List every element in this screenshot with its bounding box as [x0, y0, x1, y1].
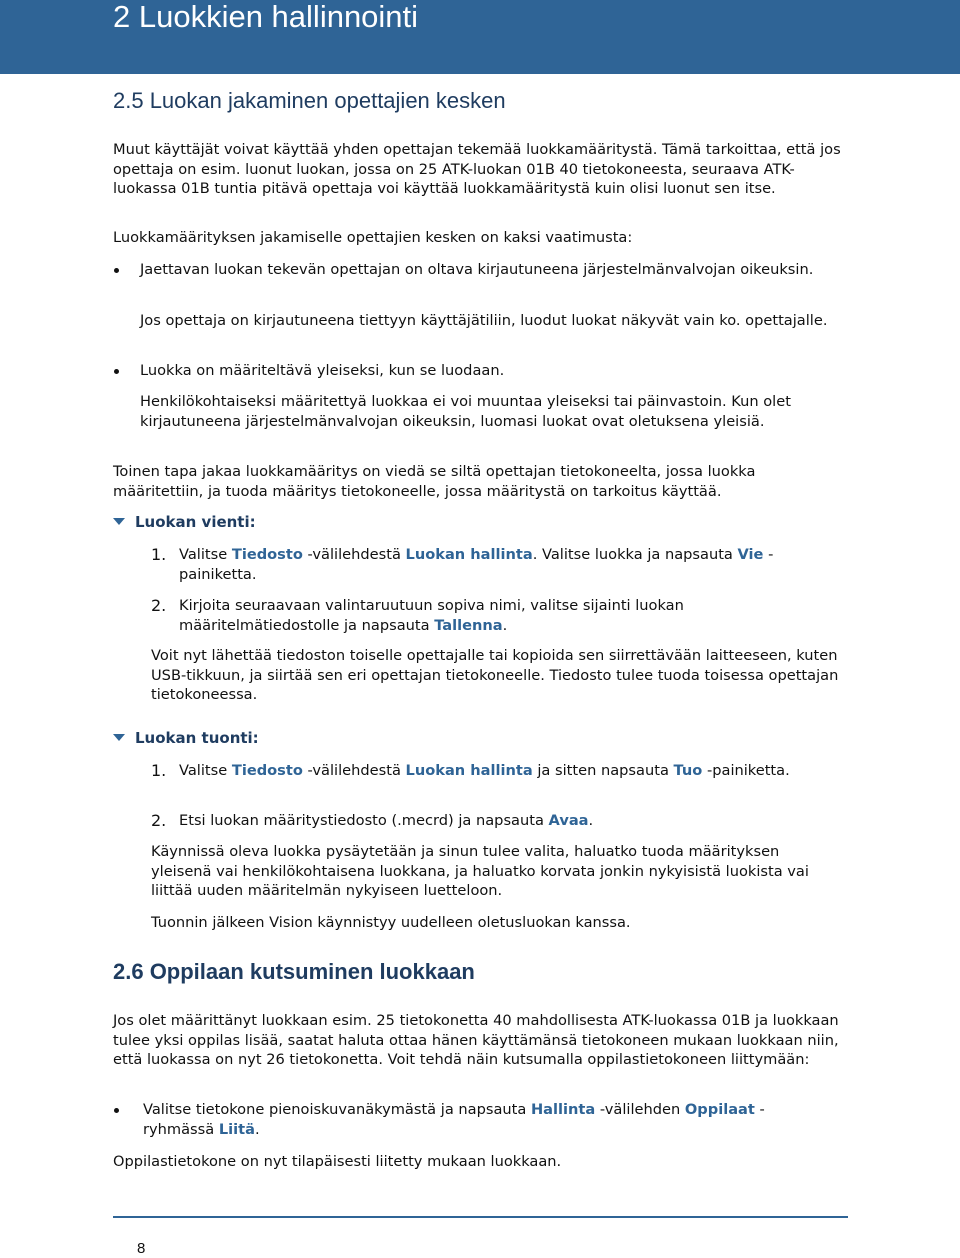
dropdown-heading-label: Luokan vienti:	[135, 513, 256, 531]
ui-ref-tab: Hallinta	[530, 1101, 596, 1118]
paragraph: Toinen tapa jakaa luokkamääritys on viedä se siltä opettajan tietokoneelta, jossa luokka määritettiin, ja tuoda määritys tietokoneelle, jossa määritystä on tarkoitus käyttää.	[113, 463, 756, 500]
ui-ref-tab: Tiedosto	[231, 762, 303, 779]
ui-ref-group: Luokan hallinta	[405, 546, 533, 563]
ui-ref-button: Liitä	[218, 1120, 255, 1138]
step-text: Valitse Tiedosto -välilehdestä Luokan hallinta ja sitten napsauta Tuo -painiketta.	[179, 762, 790, 779]
step-number: 2.	[151, 811, 167, 830]
step-item	[151, 811, 841, 831]
step-item	[151, 545, 841, 584]
bullet-item: Jaettavan luokan tekevän opettajan on oltava kirjautuneena järjestelmänvalvojan oikeuksin.	[140, 261, 814, 278]
paragraph: Oppilastietokone on nyt tilapäisesti liitetty mukaan luokkaan.	[113, 1153, 562, 1170]
bullet-item: Valitse tietokone pienoiskuvanäkymästä ja napsauta Hallinta -välilehden Oppilaat -ryhmässä Liitä.	[143, 1101, 765, 1138]
section-title-2-6: 2.6 Oppilaan kutsuminen luokkaan	[113, 959, 475, 984]
bullet-note: Jos opettaja on kirjautuneena tiettyyn käyttäjätiliin, luodut luokat näkyvät vain ko. opettajalle.	[140, 312, 828, 329]
section-title-2-5: 2.5 Luokan jakaminen opettajien kesken	[113, 88, 506, 113]
paragraph: Voit nyt lähettää tiedoston toiselle opettajalle tai kopioida sen siirrettävään laitteeseen, kuten USB-tikkuun, ja siirtää sen eri opettajan tietokoneelle. Tiedosto tulee tuoda toisessa opettajan tietokoneessa.	[151, 647, 839, 703]
step-text: Valitse Tiedosto -välilehdestä Luokan hallinta. Valitse luokka ja napsauta Vie -painiketta.	[179, 546, 774, 583]
chapter-title: 2 Luokkien hallinnointi	[113, 0, 419, 34]
step-number: 2.	[151, 596, 167, 615]
paragraph: Tuonnin jälkeen Vision käynnistyy uudelleen oletusluokan kanssa.	[151, 914, 631, 931]
paragraph: Muut käyttäjät voivat käyttää yhden opettajan tekemää luokkamääritystä. Tämä tarkoittaa, että jos opettaja on esim. luonut luokan, jossa on 25 ATK-luokan 01B 40 tietokoneesta, seuraava ATK-luokassa 01B tuntia pitävä opettaja voi käyttää luokkamääritystä kuin olisi luonut sen itse.	[113, 141, 841, 197]
ui-ref-button: Avaa	[548, 812, 589, 829]
ui-ref-button: Vie	[737, 546, 764, 563]
chapter-banner	[0, 0, 960, 74]
bullet-note: Henkilökohtaiseksi määritettyä luokkaa ei voi muuntaa yleiseksi tai päinvastoin. Kun olet kirjautuneena järjestelmänvalvojan oikeuksin, luomasi luokat ovat oletuksena yleisiä.	[140, 393, 791, 430]
step-text: Kirjoita seuraavaan valintaruutuun sopiva nimi, valitse sijainti luokan määritelmätiedostolle ja napsauta Tallenna.	[179, 597, 684, 634]
step-item	[151, 761, 841, 781]
paragraph: Käynnissä oleva luokka pysäytetään ja sinun tulee valita, haluatko tuoda määrityksen yleisenä vai henkilökohtaisena luokkana, ja haluatko korvata jonkin nykyisistä luokista vai liittää uuden määritelmän nykyiseen luetteloon.	[151, 843, 809, 899]
expand-triangle-icon	[113, 518, 125, 525]
step-number: 1.	[151, 545, 167, 564]
page-number: 8	[137, 1240, 146, 1257]
expand-triangle-icon	[113, 734, 125, 741]
ui-ref-button: Tallenna	[434, 616, 503, 634]
ui-ref-tab: Tiedosto	[231, 546, 303, 563]
paragraph: Jos olet määrittänyt luokkaan esim. 25 tietokonetta 40 mahdollisesta ATK-luokassa 01B ja luokkaan tulee yksi oppilas lisää, saatat haluta ottaa hänen käyttämänsä tietokoneen mukaan luokkaan niin, että luokassa on nyt 26 tietokonetta. Voit tehdä näin kutsumalla oppilastietokoneen liittymään:	[113, 1012, 839, 1068]
ui-ref-button: Tuo	[673, 762, 703, 779]
bullet-item: Luokka on määriteltävä yleiseksi, kun se luodaan.	[140, 362, 505, 379]
import-dropdown-heading[interactable]	[113, 729, 259, 747]
export-dropdown-heading[interactable]	[113, 513, 256, 531]
ui-ref-group: Oppilaat	[684, 1101, 755, 1118]
bullet-dot	[114, 369, 119, 374]
dropdown-heading-label: Luokan tuonti:	[135, 729, 259, 747]
step-text: Etsi luokan määritystiedosto (.mecrd) ja napsauta Avaa.	[179, 812, 594, 829]
ui-ref-group: Luokan hallinta	[405, 762, 533, 779]
step-item	[151, 596, 841, 635]
footer-rule	[113, 1216, 848, 1218]
step-number: 1.	[151, 761, 167, 780]
paragraph: Luokkamäärityksen jakamiselle opettajien kesken on kaksi vaatimusta:	[113, 229, 633, 246]
bullet-dot	[114, 1108, 119, 1113]
bullet-dot	[114, 268, 119, 273]
